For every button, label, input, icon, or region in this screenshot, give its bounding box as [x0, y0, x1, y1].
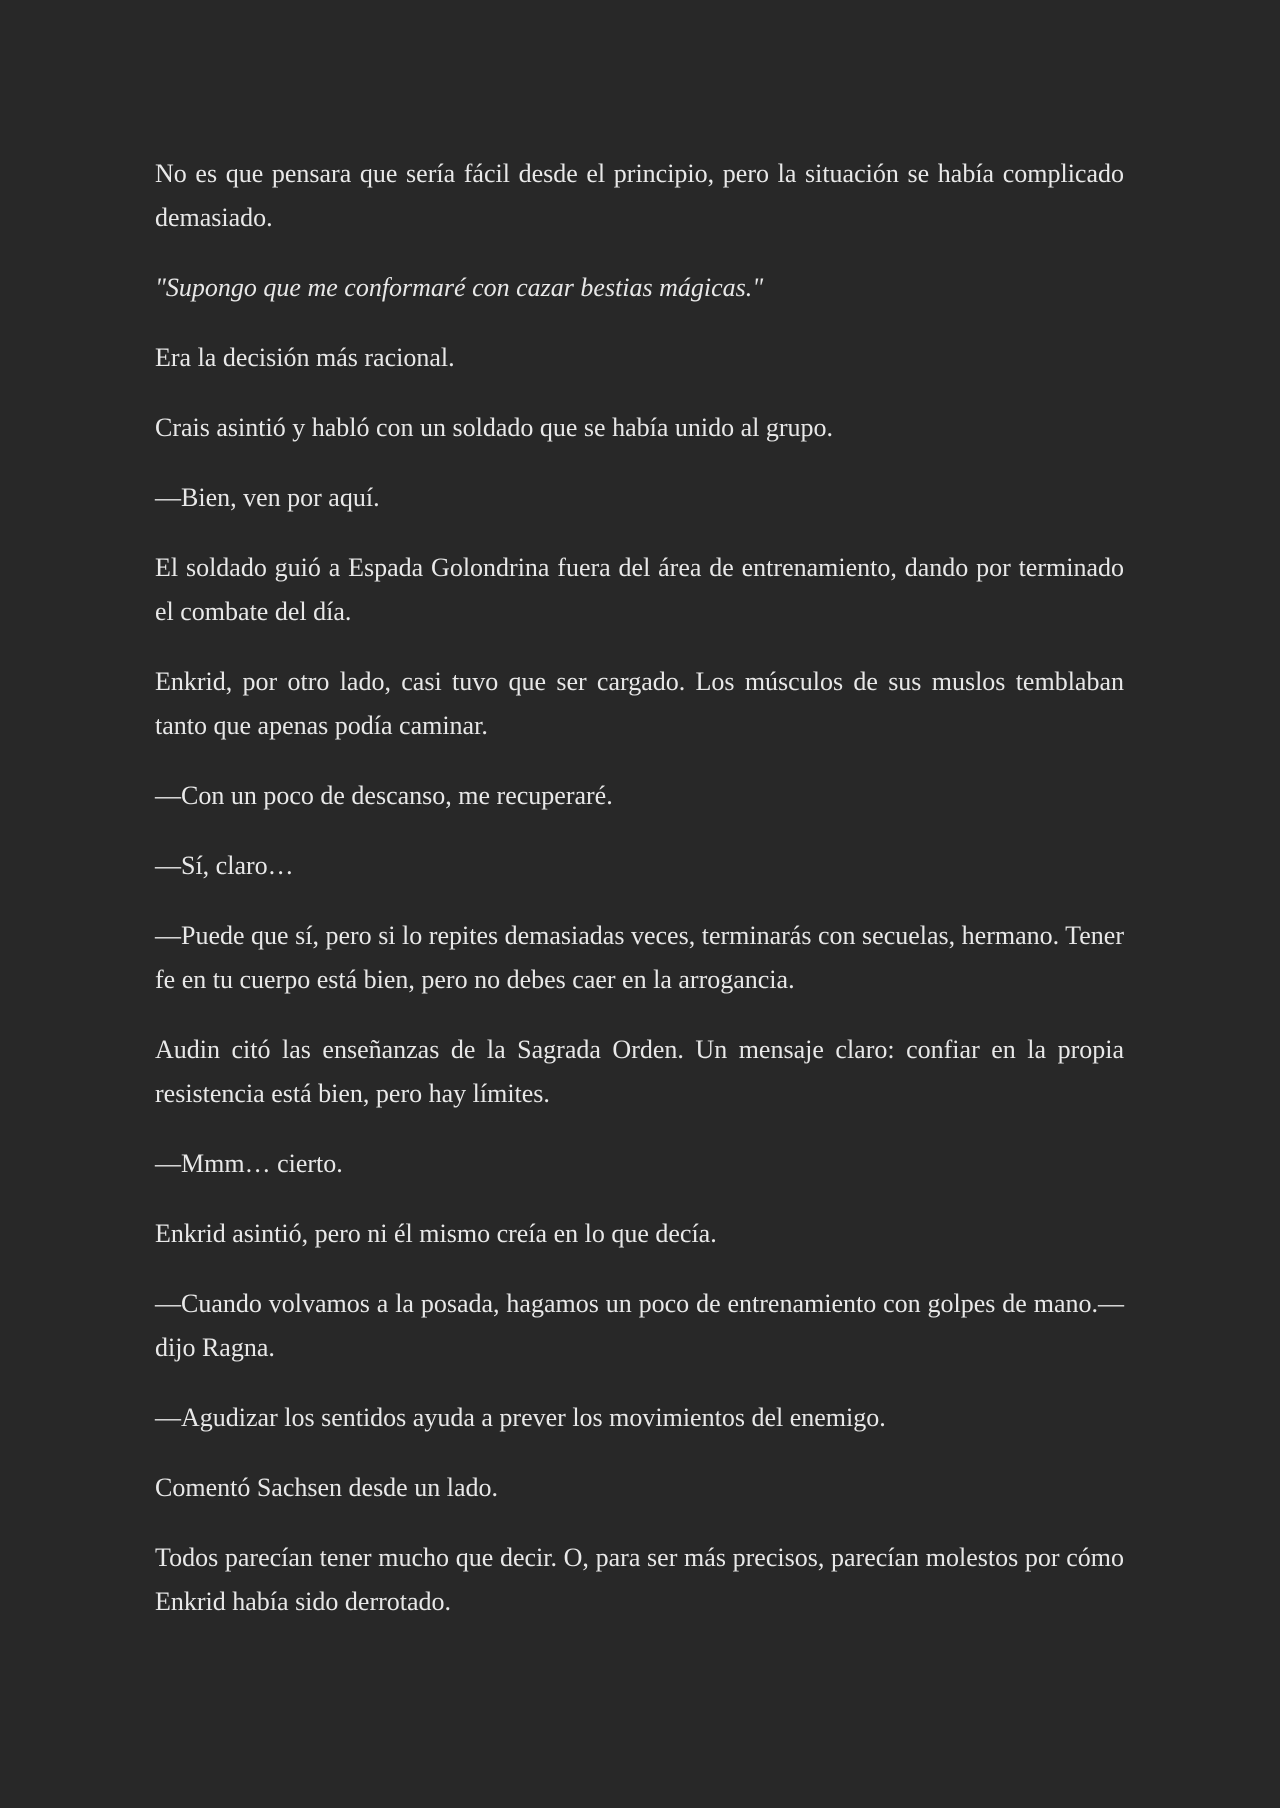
paragraph-12: —Mmm… cierto.	[155, 1149, 343, 1178]
paragraph-7: Enkrid, por otro lado, casi tuvo que ser cargado. Los músculos de sus muslos temblaban tanto que apenas podía caminar.	[155, 667, 1124, 740]
paragraph-5: —Bien, ven por aquí.	[155, 483, 380, 512]
reading-page	[155, 152, 1124, 1650]
paragraph-13: Enkrid asintió, pero ni él mismo creía en lo que decía.	[155, 1219, 717, 1248]
paragraph-8: —Con un poco de descanso, me recuperaré.	[155, 781, 613, 810]
paragraph-4: Crais asintió y habló con un soldado que se había unido al grupo.	[155, 413, 834, 442]
paragraph-16: Comentó Sachsen desde un lado.	[155, 1473, 498, 1502]
paragraph-3: Era la decisión más racional.	[155, 343, 455, 372]
paragraph-9: —Sí, claro…	[155, 851, 294, 880]
paragraph-2: "Supongo que me conformaré con cazar bestias mágicas."	[155, 273, 764, 302]
paragraph-15: —Agudizar los sentidos ayuda a prever los movimientos del enemigo.	[155, 1403, 886, 1432]
paragraph-11: Audin citó las enseñanzas de la Sagrada Orden. Un mensaje claro: confiar en la propia resistencia está bien, pero hay límites.	[155, 1035, 1124, 1108]
paragraph-17: Todos parecían tener mucho que decir. O, para ser más precisos, parecían molestos por cómo Enkrid había sido derrotado.	[155, 1543, 1124, 1616]
paragraph-1: No es que pensara que sería fácil desde el principio, pero la situación se había complicado demasiado.	[155, 159, 1124, 232]
paragraph-6: El soldado guió a Espada Golondrina fuera del área de entrenamiento, dando por terminado el combate del día.	[155, 553, 1124, 626]
paragraph-10: —Puede que sí, pero si lo repites demasiadas veces, terminarás con secuelas, hermano. Tener fe en tu cuerpo está bien, pero no debes caer en la arrogancia.	[155, 921, 1124, 994]
paragraph-14: —Cuando volvamos a la posada, hagamos un poco de entrenamiento con golpes de mano.—dijo Ragna.	[155, 1289, 1124, 1362]
